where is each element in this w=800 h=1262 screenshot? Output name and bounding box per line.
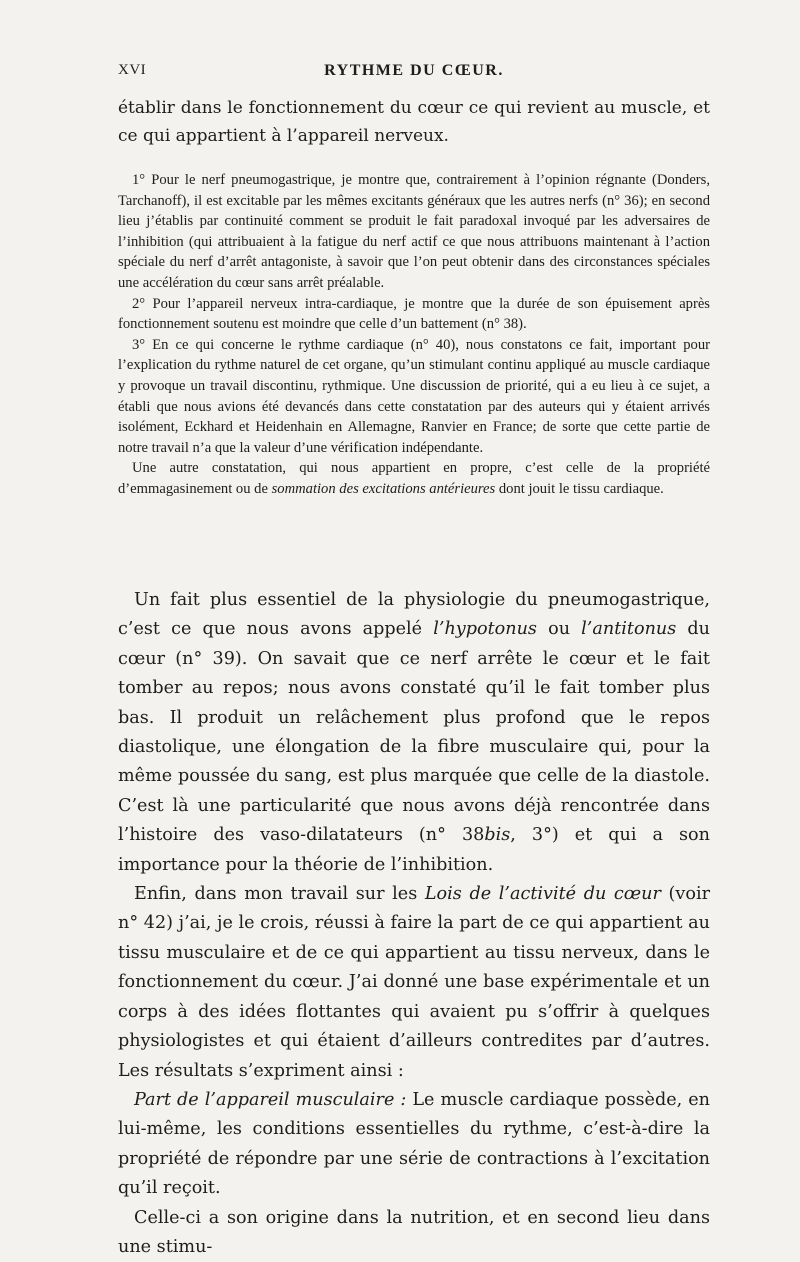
running-title: RYTHME DU CŒUR. — [324, 62, 504, 79]
main-text-block — [118, 586, 710, 1262]
summary-point-4-italic: sommation des excitations antérieures — [271, 480, 496, 497]
summary-point-4-end: dont jouit le tissu cardiaque. — [495, 480, 664, 497]
lead-paragraph — [118, 94, 710, 150]
summary-point-4 — [118, 458, 710, 499]
para1-d: , 3°) et qui a son importance pour la théorie de l’inhibition. — [118, 825, 710, 875]
summary-point-4-start: Une autre constatation, qui nous appartient en propre, c’est celle de la propriété d’emmagasinement ou de — [118, 460, 710, 497]
summary-point-3: 3° En ce qui concerne le rythme cardiaque (n° 40), nous constatons ce fait, important pour l’explication du rythme naturel de cet organe, qu’un stimulant continu appliqué au muscle cardiaque y provoque un travail discontinu, rythmique. Une discussion de priorité, qui a eu lieu à ce sujet, a établi que nous avions été devancés dans cette constatation par des auteurs qui y étaient arrivés isolément, Eckhard et Heidenhain en Allemagne, Ranvier en France; de sorte que cette partie de notre travail n’a que la valeur d’une vérification indépendante. — [118, 336, 710, 456]
para1-b: ou — [536, 619, 582, 640]
summary-point-1: 1° Pour le nerf pneumogastrique, je montre que, contrairement à l’opinion régnante (Donders, Tarchanoff), il est excitable par les mêmes excitants généraux que les autres nerfs (n° 36); en second lieu j’établis par continuité comment se produit le fait paradoxal invoqué par les adversaires de l’inhibition (qui attribuaient à la fatigue du nerf actif ce que nous attribuons maintenant à l’action spéciale du nerf d’arrêt antagoniste, à savoir que l’on peut obtenir dans des circonstances spéciales une accélération du cœur sans arrêt préalable. — [118, 172, 710, 291]
para1-italic-bis: bis — [484, 825, 511, 846]
para1-c: du cœur (n° 39). On savait que ce nerf arrête le cœur et le fait tomber au repos; nous avons constaté qu’il le fait tomber plus bas. Il produit un relâchement plus profond que le repos diastolique, une élongation de la fibre musculaire qui, pour la même poussée du sang, est plus marquée que celle de la diastole. C’est là une particularité que nous avons déjà rencontrée dans l’histoire des vaso-dilatateurs (n° 38 — [118, 619, 711, 846]
page-header — [118, 62, 710, 86]
para1-italic-antitonus: l’antitonus — [581, 619, 677, 640]
page-number: XVI — [118, 62, 147, 78]
para1-a: Un fait plus essentiel de la physiologie du pneumogastrique, c’est ce que nous avons appelé — [118, 590, 710, 640]
para1-italic-hypotonus: l’hypotonus — [433, 619, 537, 640]
para2-a: Enfin, dans mon travail sur les — [134, 884, 425, 905]
para3-b: Le muscle cardiaque possède, en lui-même, les conditions essentielles du rythme, c’est-à-dire la propriété de répondre par une série de contractions à l’excitation qu’il reçoit. — [118, 1089, 710, 1199]
lead-text: établir dans le fonctionnement du cœur ce qui revient au muscle, et ce qui appartient à l’appareil nerveux. — [118, 98, 710, 146]
summary-block — [118, 170, 710, 500]
musculaire-paragraph — [118, 1086, 710, 1204]
para2-b: (voir n° 42) j’ai, je le crois, réussi à faire la part de ce qui appartient au tissu musculaire et de ce qui appartient au tissu nerveux, dans le fonctionnement du cœur. J’ai donné une base expérimentale et un corps à des idées flottantes qui avaient pu s’offrir à quelques physiologistes et qui étaient d’ailleurs contredites par d’autres. Les résultats s’expriment ainsi : — [118, 884, 710, 1081]
summary-point-2: 2° Pour l’appareil nerveux intra-cardiaque, je montre que la durée de son épuisement après fonctionnement soutenu est moindre que celle d’un battement (n° 38). — [118, 295, 710, 333]
lois-paragraph — [118, 880, 710, 1086]
para3-italic-heading: Part de l’appareil musculaire : — [134, 1089, 407, 1110]
para2-italic-title: Lois de l’activité du cœur — [424, 884, 661, 905]
nutrition-paragraph: Celle-ci a son origine dans la nutrition, et en second lieu dans une stimu- — [118, 1207, 710, 1257]
hypotonus-paragraph — [118, 586, 710, 880]
